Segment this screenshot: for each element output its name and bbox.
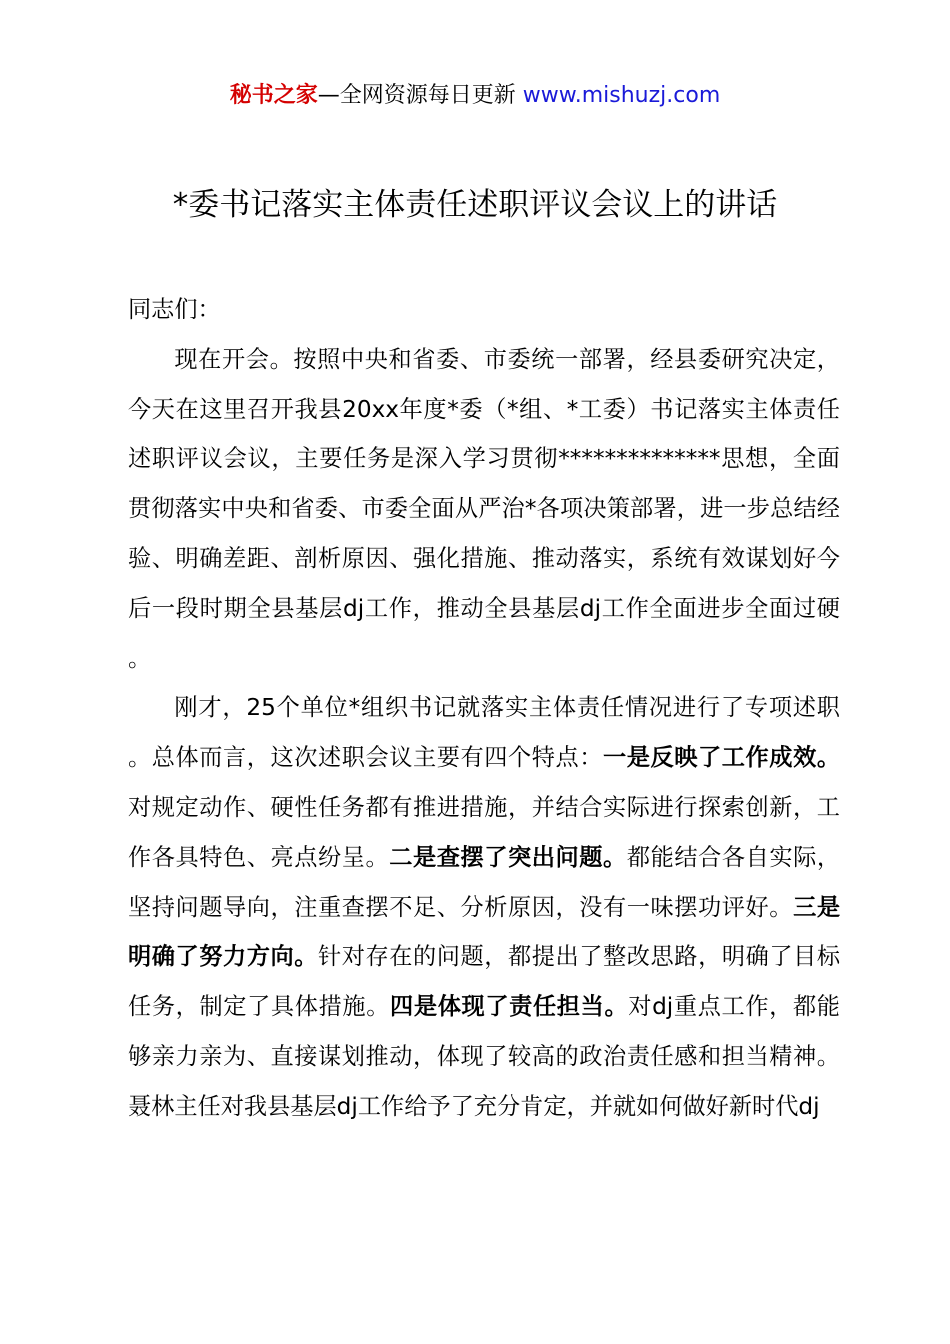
point-2-heading: 二是查摆了突出问题。 <box>389 843 627 871</box>
summary-intro: 刚才，25个单位*组织书记就落实主体责任情况进行了专项述职。总体而言，这次述职会议主要有四个特点： <box>128 694 840 772</box>
point-2-text: 都能结合各自实际，坚持问题导向，注重查摆不足、分析原因，没有一味摆功评好。 <box>128 843 841 921</box>
point-3-heading: 三是明确了努力方向。 <box>128 893 841 971</box>
point-4-heading: 四是体现了责任担当。 <box>390 993 629 1021</box>
point-1-heading: 一是反映了工作成效。 <box>603 744 841 772</box>
site-header <box>0 80 950 112</box>
site-url-link[interactable]: www.mishuzj.com <box>522 83 721 108</box>
point-1-text: 对规定动作、硬性任务都有推进措施，并结合实际进行探索创新，工作各具特色、亮点纷呈。 <box>128 793 840 871</box>
document-title: *委书记落实主体责任述职评议会议上的讲话 <box>172 187 778 223</box>
document-body <box>128 285 840 1132</box>
site-tagline: —全网资源每日更新 <box>317 83 523 108</box>
point-4-text: 对dj重点工作，都能够亲力亲为、直接谋划推动，体现了较高的政治责任感和担当精神。聂林主任对我县基层dj工作给予了充分肯定，并就如何做好新时代dj <box>128 993 840 1120</box>
greeting: 同志们： <box>128 296 221 323</box>
point-3-text: 针对存在的问题，都提出了整改思路，明确了目标任务，制定了具体措施。 <box>128 943 841 1021</box>
site-brand: 秘书之家 <box>229 83 318 108</box>
paragraph-opening: 现在开会。按照中央和省委、市委统一部署，经县委研究决定，今天在这里召开我县20xx年度*委（*组、*工委）书记落实主体责任述职评议会议，主要任务是深入学习贯彻**************思想，全面贯彻落实中央和省委、市委全面从严治*各项决策部署，进一步总结经验、明确差距、剖析原因、强化措施、推动落实，系统有效谋划好今后一段时期全县基层dj工作，推动全县基层dj工作全面进步全面过硬。 <box>128 345 840 672</box>
paragraph-summary <box>128 683 840 1131</box>
